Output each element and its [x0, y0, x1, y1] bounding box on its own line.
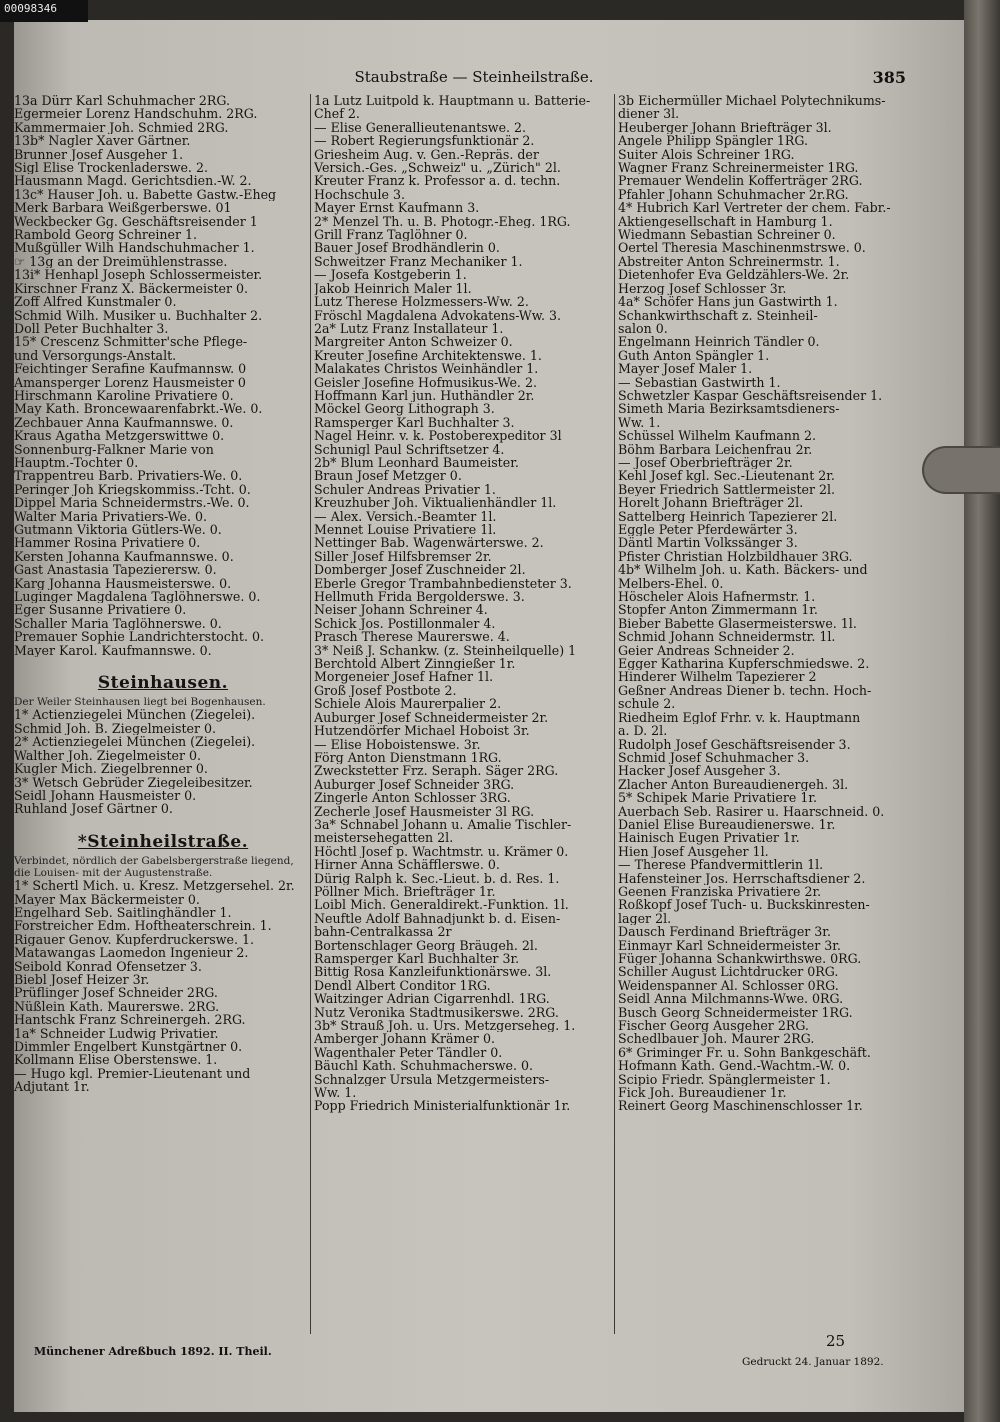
directory-entry: Berchtold Albert Zinngießer 1r. [314, 657, 516, 671]
directory-entry: 1a* Schneider Ludwig Privatier. [14, 1026, 219, 1040]
directory-entry: 15* Crescenz Schmitter'sche Pflege- [14, 335, 248, 349]
directory-entry: salon 0. [618, 321, 668, 336]
directory-entry: Riedheim Eglof Frhr. v. k. Hauptmann [618, 710, 861, 725]
directory-entry: Feichtinger Serafine Kaufmannsw. 0 [14, 362, 247, 376]
directory-entry: Bittig Rosa Kanzleifunktionärswe. 3l. [314, 965, 552, 979]
directory-entry: — Alex. Versich.-Beamter 1l. [314, 509, 497, 523]
directory-entry: Bäuchl Kath. Schuhmacherswe. 0. [314, 1059, 533, 1073]
directory-entry: Grill Franz Taglöhner 0. [314, 228, 468, 242]
directory-entry: Seidl Johann Hausmeister 0. [14, 788, 197, 803]
directory-entry: Jakob Heinrich Maler 1l. [314, 281, 472, 296]
directory-entry: Horelt Johann Briefträger 2l. [618, 496, 804, 510]
directory-entry: Trappentreu Barb. Privatiers-We. 0. [14, 469, 243, 483]
directory-entry: Brunner Josef Ausgeher 1. [14, 147, 184, 162]
directory-entry: Möckel Georg Lithograph 3. [314, 402, 495, 416]
directory-entry: Geenen Franziska Privatiere 2r. [618, 884, 822, 899]
directory-entry: — Robert Regierungsfunktionär 2. [314, 134, 535, 148]
directory-entry: — Therese Pfandvermittlerin 1l. [618, 858, 824, 872]
directory-entry: Simeth Maria Bezirksamtsdieners- [618, 402, 840, 416]
directory-entry: Suiter Alois Schreiner 1RG. [618, 147, 795, 162]
directory-entry: Eberle Gregor Trambahnbediensteter 3. [314, 576, 572, 591]
directory-entry: 1* Actienziegelei München (Ziegelei). [14, 708, 256, 722]
directory-entry: Herzog Josef Schlosser 3r. [618, 281, 787, 296]
column-rule [614, 94, 615, 1334]
directory-entry: Nagel Heinr. v. k. Postoberexpeditor 3l [314, 429, 562, 443]
directory-page [14, 20, 964, 1412]
directory-entry: 6* Griminger Fr. u. Sohn Bankgeschäft. [618, 1045, 871, 1060]
page-header [14, 68, 964, 94]
directory-entry: Dimmler Engelbert Kunstgärtner 0. [14, 1040, 243, 1054]
directory-entry: Margreiter Anton Schweizer 0. [314, 335, 513, 349]
directory-entry: — Josef Oberbriefträger 2r. [618, 455, 793, 470]
directory-entry: Ww. 1. [618, 415, 661, 430]
directory-entry: Wagner Franz Schreinermeister 1RG. [618, 161, 859, 175]
directory-entry: Höchtl Josef p. Wachtmstr. u. Krämer 0. [314, 844, 569, 859]
directory-entry: Mennet Louise Privatiere 1l. [314, 523, 497, 537]
book-edge [964, 0, 1000, 1422]
directory-entry: Kugler Mich. Ziegelbrenner 0. [14, 762, 208, 776]
directory-entry: Mayer Ernst Kaufmann 3. [314, 201, 480, 215]
directory-entry: Doll Peter Buchhalter 3. [14, 321, 169, 336]
directory-entry: Kreuter Josefine Architektenswe. 1. [314, 348, 542, 363]
directory-entry: Merk Barbara Weißgerberswe. 01 [14, 201, 232, 215]
directory-entry: Hien Josef Ausgeher 1l. [618, 844, 769, 859]
directory-entry: Biebl Josef Heizer 3r. [14, 972, 150, 987]
directory-entry: Loibl Mich. Generaldirekt.-Funktion. 1l. [314, 898, 569, 912]
directory-entry: Zoff Alfred Kunstmaler 0. [14, 295, 177, 309]
column-right [618, 94, 916, 1344]
directory-entry: meistersehegatten 2l. [314, 831, 454, 845]
section-note-steinheilstrasse: Verbindet, nördlich der Gabelsbergerstraße liegend, die Louisen- mit der Augustenstraße. [14, 855, 294, 880]
entry-list [14, 708, 312, 815]
directory-entry: Popp Friedrich Ministerialfunktionär 1r. [314, 1099, 571, 1113]
directory-entry: Mußgüller Wilh Handschuhmacher 1. [14, 241, 255, 255]
directory-entry: Zweckstetter Frz. Seraph. Säger 2RG. [314, 764, 559, 778]
directory-entry: Hochschule 3. [314, 187, 405, 202]
directory-entry: Zingerle Anton Schlosser 3RG. [314, 791, 511, 805]
directory-entry: Kraus Agatha Metzgerswittwe 0. [14, 429, 225, 443]
directory-entry: bahn-Centralkassa 2r [314, 925, 452, 939]
directory-entry: diener 3l. [618, 107, 680, 121]
directory-entry: Groß Josef Postbote 2. [314, 683, 457, 698]
directory-entry: Einmayr Karl Schneidermeister 3r. [618, 938, 841, 952]
directory-entry: Fischer Georg Ausgeher 2RG. [618, 1019, 809, 1033]
directory-entry: 13c* Hauser Joh. u. Babette Gastw.-Eheg [14, 187, 277, 202]
scan-id-label: 00098346 [0, 0, 88, 22]
directory-entry: Schunigl Paul Schriftsetzer 4. [314, 442, 505, 456]
directory-entry: Schankwirthschaft z. Steinheil- [618, 308, 818, 322]
directory-entry: 3* Neiß J. Schankw. (z. Steinheilquelle) 1 [314, 643, 577, 658]
directory-entry: — Sebastian Gastwirth 1. [618, 375, 781, 389]
directory-entry: Kreuter Franz k. Professor a. d. techn. [314, 174, 561, 188]
directory-entry: 13a Dürr Karl Schuhmacher 2RG. [14, 94, 230, 108]
directory-entry: Zechbauer Anna Kaufmannswe. 0. [14, 415, 234, 430]
directory-entry: Schmid Joh. B. Ziegelmeister 0. [14, 721, 217, 736]
directory-entry: Däntl Martin Volkssänger 3. [618, 536, 798, 550]
directory-entry: Seidl Anna Milchmanns-Wwe. 0RG. [618, 992, 844, 1006]
directory-entry: Dausch Ferdinand Briefträger 3r. [618, 925, 831, 939]
directory-entry: Nettinger Bab. Wagenwärterswe. 2. [314, 536, 544, 550]
directory-entry: Auburger Josef Schneidermeister 2r. [314, 710, 549, 725]
directory-entry: Neiser Johann Schreiner 4. [314, 603, 488, 617]
directory-entry: Dietenhofer Eva Geldzählers-We. 2r. [618, 268, 850, 282]
directory-entry: a. D. 2l. [618, 724, 668, 738]
directory-entry: Zlacher Anton Bureaudienergeh. 3l. [618, 777, 849, 792]
directory-entry: Böhm Barbara Leichenfrau 2r. [618, 442, 813, 456]
directory-entry: 2a* Lutz Franz Installateur 1. [314, 321, 504, 336]
directory-entry: Hirner Anna Schäfflerswe. 0. [314, 858, 500, 872]
directory-entry: Oertel Theresia Maschinenmstrswe. 0. [618, 241, 866, 255]
directory-entry: Kollmann Elise Oberstenswe. 1. [14, 1053, 218, 1067]
directory-entry: Weckbecker Gg. Geschäftsreisender 1 [14, 214, 258, 229]
directory-entry: 3b Eichermüller Michael Polytechnikums- [618, 94, 886, 108]
column-left [14, 94, 312, 1344]
footer-signature: 25 [826, 1332, 846, 1350]
directory-entry: May Kath. Broncewaarenfabrkt.-We. 0. [14, 402, 263, 416]
directory-entry: Mayer Karol. Kaufmannswe. 0. [14, 643, 212, 658]
directory-entry: — Hugo kgl. Premier-Lieutenant und [14, 1066, 251, 1081]
directory-entry: 2b* Blum Leonhard Baumeister. [314, 455, 519, 470]
directory-entry: Neuftle Adolf Bahnadjunkt b. d. Eisen- [314, 911, 561, 926]
directory-entry: Dendl Albert Conditor 1RG. [314, 978, 491, 993]
section-title-steinhausen: Steinhausen. [97, 673, 229, 694]
directory-entry: Hantschk Franz Schreinergeh. 2RG. [14, 1013, 246, 1027]
directory-entry: Prasch Therese Maurerswe. 4. [314, 630, 510, 644]
directory-entry: 3a* Schnabel Johann u. Amalie Tischler- [314, 817, 572, 832]
directory-entry: Schiller August Lichtdrucker 0RG. [618, 965, 839, 979]
directory-entry: Sattelberg Heinrich Tapezierer 2l. [618, 509, 838, 523]
directory-entry: Matawangas Laomedon Ingenieur 2. [14, 946, 249, 960]
entry-list [14, 94, 312, 657]
directory-entry: Sigl Elise Trockenladerswe. 2. [14, 161, 208, 175]
directory-entry: Melbers-Ehel. 0. [618, 576, 724, 591]
directory-entry: Nüßlein Kath. Maurerswe. 2RG. [14, 999, 220, 1014]
directory-entry: Hammer Rosina Privatiere 0. [14, 536, 201, 550]
directory-entry: Chef 2. [314, 107, 360, 121]
directory-entry: 13i* Henhapl Joseph Schlossermeister. [14, 268, 263, 282]
directory-entry: Schnalzger Ursula Metzgermeisters- [314, 1072, 550, 1087]
directory-entry: und Versorgungs-Anstalt. [14, 348, 177, 363]
directory-entry: Domberger Josef Zuschneider 2l. [314, 563, 526, 577]
directory-entry: Engelhard Seb. Saitlinghändler 1. [14, 905, 232, 920]
page-number: 385 [872, 68, 906, 87]
directory-entry: Schiele Alois Maurerpalier 2. [314, 697, 502, 711]
directory-entry: Wagenthaler Peter Tändler 0. [314, 1045, 503, 1060]
directory-entry: Ruhland Josef Gärtner 0. [14, 802, 173, 816]
directory-entry: Hainisch Eugen Privatier 1r. [618, 831, 800, 845]
directory-entry: Karg Johanna Hausmeisterswe. 0. [14, 576, 232, 591]
entry-list [14, 879, 312, 1094]
directory-entry: — Josefa Kostgeberin 1. [314, 268, 467, 282]
directory-entry: Heuberger Johann Briefträger 3l. [618, 120, 832, 135]
directory-entry: Hausmann Magd. Gerichtsdien.-W. 2. [14, 174, 252, 188]
directory-entry: Pfister Christian Holzbildhauer 3RG. [618, 549, 853, 564]
directory-entry: — Elise Generallieutenantswe. 2. [314, 120, 527, 135]
directory-entry: Höscheler Alois Hafnermstr. 1. [618, 590, 816, 604]
directory-entry: Rambold Georg Schreiner 1. [14, 228, 198, 242]
directory-entry: Forstreicher Edm. Hoftheaterschrein. 1. [14, 919, 272, 933]
directory-entry: Dürig Ralph k. Sec.-Lieut. b. d. Res. 1. [314, 871, 560, 885]
page-title: Staubstraße — Steinheilstraße. [354, 68, 594, 86]
directory-entry: Aktiengesellschaft in Hamburg 1. [618, 214, 833, 229]
directory-entry: Egermeier Lorenz Handschuhm. 2RG. [14, 107, 258, 121]
directory-entry: Kammermaier Joh. Schmied 2RG. [14, 120, 229, 135]
directory-entry: Schmid Wilh. Musiker u. Buchhalter 2. [14, 308, 263, 322]
directory-entry: Nutz Veronika Stadtmusikerswe. 2RG. [314, 1005, 559, 1020]
directory-entry: Geier Andreas Schneider 2. [618, 643, 795, 658]
directory-entry: Zecherle Josef Hausmeister 3l RG. [314, 804, 535, 818]
directory-entry: Guth Anton Spängler 1. [618, 348, 770, 363]
page-clip [922, 446, 1000, 494]
directory-entry: Versich.-Ges. „Schweiz" u. „Zürich" 2l. [314, 161, 561, 175]
directory-entry: Adjutant 1r. [14, 1080, 90, 1094]
directory-entry: Ww. 1. [314, 1086, 357, 1100]
directory-entry: Peringer Joh Kriegskommiss.-Tcht. 0. [14, 482, 251, 497]
directory-entry: Engelmann Heinrich Tändler 0. [618, 335, 820, 349]
directory-entry: Hoffmann Karl jun. Huthändler 2r. [314, 388, 535, 403]
directory-entry: Hauptm.-Tochter 0. [14, 455, 139, 470]
directory-entry: Schmid Josef Schuhmacher 3. [618, 750, 810, 765]
directory-entry: Schaller Maria Taglöhnerswe. 0. [14, 616, 222, 631]
directory-entry: Luginger Magdalena Taglöhnerswe. 0. [14, 590, 261, 604]
directory-entry: Schick Jos. Postillonmaler 4. [314, 616, 496, 631]
directory-entry: Schmid Johann Schneidermstr. 1l. [618, 630, 836, 644]
directory-entry: Ramsperger Karl Buchhalter 3. [314, 415, 515, 430]
directory-entry: Mayer Josef Maler 1. [618, 362, 753, 376]
directory-entry: Gast Anastasia Tapezierersw. 0. [14, 563, 217, 577]
directory-entry: Scipio Friedr. Spänglermeister 1. [618, 1072, 831, 1087]
directory-entry: Angele Philipp Spängler 1RG. [618, 134, 808, 148]
directory-entry: Amberger Johann Krämer 0. [314, 1032, 495, 1046]
section-title-steinheilstrasse: *Steinheilstraße. [77, 831, 249, 852]
directory-entry: Premauer Wendelin Kofferträger 2RG. [618, 174, 863, 188]
directory-entry: Siller Josef Hilfsbremser 2r. [314, 549, 492, 564]
directory-entry: Stopfer Anton Zimmermann 1r. [618, 603, 818, 617]
directory-entry: Dippel Maria Schneidermstrs.-We. 0. [14, 496, 250, 510]
directory-entry: Abstreiter Anton Schreinermstr. 1. [618, 254, 840, 269]
directory-entry: Eger Susanne Privatiere 0. [14, 603, 187, 617]
directory-entry: Waitzinger Adrian Cigarrenhdl. 1RG. [314, 992, 550, 1006]
directory-entry: Hafensteiner Jos. Herrschaftsdiener 2. [618, 871, 866, 885]
directory-entry: Hirschmann Karoline Privatiere 0. [14, 388, 234, 403]
directory-entry: Geßner Andreas Diener b. techn. Hoch- [618, 683, 872, 698]
directory-entry: Reinert Georg Maschinenschlosser 1r. [618, 1099, 863, 1113]
directory-entry: Hutzendörfer Michael Hoboist 3r. [314, 724, 530, 738]
directory-entry: ☞ 13g an der Dreimühlenstrasse. [14, 254, 228, 269]
directory-entry: Schedlbauer Joh. Maurer 2RG. [618, 1032, 815, 1046]
directory-entry: Hinderer Wilhelm Tapezierer 2 [618, 670, 817, 684]
directory-entry: schule 2. [618, 697, 676, 711]
directory-entry: Schweitzer Franz Mechaniker 1. [314, 254, 523, 269]
directory-entry: 4* Hubrich Karl Vertreter der chem. Fabr.- [618, 201, 891, 215]
directory-entry: Seibold Konrad Ofensetzer 3. [14, 959, 202, 973]
directory-entry: Lutz Therese Holzmessers-Ww. 2. [314, 295, 529, 309]
directory-entry: Ramsperger Karl Buchhalter 3r. [314, 952, 520, 966]
directory-entry: Kreuzhuber Joh. Viktualienhändler 1l. [314, 496, 557, 510]
directory-entry: Walther Joh. Ziegelmeister 0. [14, 748, 201, 763]
directory-entry: Auerbach Seb. Rasirer u. Haarschneid. 0. [618, 804, 885, 818]
directory-entry: Kehl Josef kgl. Sec.-Lieutenant 2r. [618, 469, 835, 483]
directory-entry: Walter Maria Privatiers-We. 0. [14, 509, 208, 523]
directory-entry: Hacker Josef Ausgeher 3. [618, 764, 781, 778]
directory-entry: Kirschner Franz X. Bäckermeister 0. [14, 281, 249, 296]
directory-entry: Rigauer Genov. Kupferdruckerswe. 1. [14, 932, 255, 947]
directory-entry: — Elise Hoboistenswe. 3r. [314, 737, 481, 751]
directory-entry: Bauer Josef Brodhändlerin 0. [314, 241, 500, 255]
directory-entry: Griesheim Aug. v. Gen.-Repräs. der [314, 147, 539, 162]
directory-entry: 4b* Wilhelm Joh. u. Kath. Bäckers- und [618, 563, 868, 577]
directory-entry: Morgeneier Josef Hafner 1l. [314, 670, 494, 684]
directory-entry: lager 2l. [618, 911, 672, 926]
directory-entry: Wiedmann Sebastian Schreiner 0. [618, 228, 836, 242]
directory-entry: Kersten Johanna Kaufmannswe. 0. [14, 549, 234, 564]
directory-entry: 1a Lutz Luitpold k. Hauptmann u. Batterie- [314, 94, 591, 108]
directory-entry: Pfahler Johann Schuhmacher 2r.RG. [618, 187, 849, 202]
directory-entry: Fröschl Magdalena Advokatens-Ww. 3. [314, 308, 562, 322]
directory-entry: Eggle Peter Pferdewärter 3. [618, 523, 798, 537]
directory-entry: Amansperger Lorenz Hausmeister 0 [14, 375, 246, 389]
directory-entry: Schwetzler Kaspar Geschäftsreisender 1. [618, 388, 883, 403]
directory-entry: Fick Joh. Bureaudiener 1r. [618, 1086, 787, 1100]
directory-entry: Prüflinger Josef Schneider 2RG. [14, 986, 218, 1000]
footer-print-date: Gedruckt 24. Januar 1892. [742, 1356, 884, 1368]
directory-entry: 2* Menzel Th. u. B. Photogr.-Eheg. 1RG. [314, 214, 571, 229]
directory-entry: Bieber Babette Glasermeisterswe. 1l. [618, 616, 857, 631]
directory-entry: Hofmann Kath. Gend.-Wachtm.-W. 0. [618, 1059, 851, 1073]
directory-entry: Daniel Elise Bureaudienerswe. 1r. [618, 817, 836, 832]
directory-entry: Auburger Josef Schneider 3RG. [314, 777, 515, 792]
directory-entry: Sonnenburg-Falkner Marie von [14, 442, 214, 456]
section-note-steinhausen: Der Weiler Steinhausen liegt bei Bogenhausen. [14, 696, 266, 709]
directory-entry: Hellmuth Frida Bergolderswe. 3. [314, 590, 525, 604]
directory-entry: 2* Actienziegelei München (Ziegelei). [14, 735, 256, 749]
directory-entry: Gutmann Viktoria Gütlers-We. 0. [14, 523, 222, 537]
directory-entry: Roßkopf Josef Tuch- u. Buckskinresten- [618, 898, 870, 912]
directory-entry: 4a* Schöfer Hans jun Gastwirth 1. [618, 295, 838, 309]
directory-entry: Rudolph Josef Geschäftsreisender 3. [618, 737, 851, 751]
footer-publication: Münchener Adreßbuch 1892. II. Theil. [34, 1345, 272, 1358]
directory-entry: Bortenschlager Georg Bräugeh. 2l. [314, 938, 538, 952]
directory-entry: Schüssel Wilhelm Kaufmann 2. [618, 429, 817, 443]
directory-entry: Braun Josef Metzger 0. [314, 469, 462, 483]
directory-entry: Pöllner Mich. Briefträger 1r. [314, 884, 496, 899]
directory-entry: Geisler Josefine Hofmusikus-We. 2. [314, 375, 537, 389]
directory-entry: 5* Schipek Marie Privatiere 1r. [618, 791, 818, 805]
directory-entry: Schuler Andreas Privatier 1. [314, 482, 496, 497]
directory-entry: Füger Johanna Schankwirthswe. 0RG. [618, 952, 862, 966]
directory-entry: 1* Schertl Mich. u. Kresz. Metzgersehel. 2r. [14, 879, 295, 893]
directory-entry: Malakates Christos Weinhändler 1. [314, 362, 539, 376]
directory-entry: Beyer Friedrich Sattlermeister 2l. [618, 482, 836, 497]
directory-entry: 13b* Nagler Xaver Gärtner. [14, 134, 191, 148]
directory-entry: Egger Katharina Kupferschmiedswe. 2. [618, 657, 870, 671]
directory-entry: Premauer Sophie Landrichterstocht. 0. [14, 630, 264, 644]
column-middle [314, 94, 612, 1344]
directory-entry: 3b* Strauß Joh. u. Urs. Metzgerseheg. 1. [314, 1019, 576, 1033]
directory-entry: Förg Anton Dienstmann 1RG. [314, 750, 502, 765]
directory-entry: Weidenspanner Al. Schlosser 0RG. [618, 978, 839, 993]
directory-entry: Busch Georg Schneidermeister 1RG. [618, 1005, 853, 1020]
directory-entry: 3* Wetsch Gebrüder Ziegeleibesitzer. [14, 775, 253, 789]
directory-entry: Mayer Max Bäckermeister 0. [14, 892, 200, 906]
